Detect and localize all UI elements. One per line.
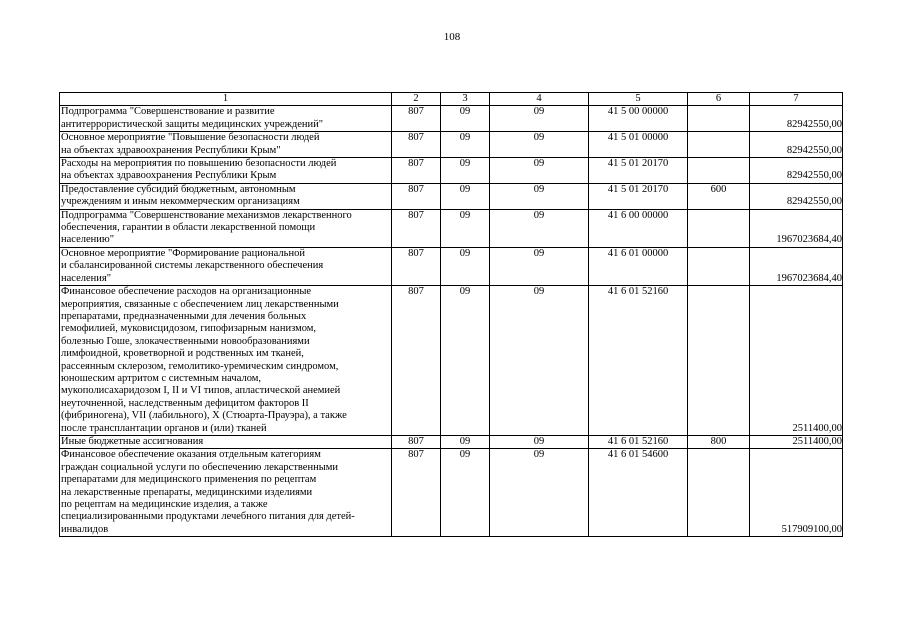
column-header: 6	[688, 93, 750, 106]
row-name: Подпрограмма "Совершенствование и развитие антитеррористической защиты медицинских учреждений"	[60, 106, 392, 132]
subsection-code-cell: 09	[490, 158, 589, 184]
expense-type-cell: 600	[688, 183, 750, 209]
section-code-cell: 09	[441, 132, 490, 158]
table-row	[60, 158, 843, 184]
amount-cell: 82942550,00	[750, 183, 843, 209]
admin-code-cell: 807	[392, 132, 441, 158]
table-row	[60, 183, 843, 209]
admin-code-cell: 807	[392, 286, 441, 436]
row-name: Финансовое обеспечение расходов на организационные мероприятия, связанные с обеспечением лиц лекарственными препаратами, предназначенными для лечения больных гемофилией, муковисцидозом, гипофизарным нанизмом, болезнью Гоше, злокачественными новообразованиями лимфоидной, кроветворной и родственных им тканей, рассеянным склерозом, гемолитико-уремическим синдромом, юношеским артритом с системным началом, мукополисахаридозом I, II и VI типов, апластической анемией неуточненной, наследственным дефицитом факторов II (фибриногена), VII (лабильного), X (Стюарта-Прауэра), а также после трансплантации органов и (или) тканей	[60, 286, 392, 436]
target-article-cell: 41 5 01 00000	[589, 132, 688, 158]
target-article-cell: 41 5 01 20170	[589, 158, 688, 184]
section-code-cell: 09	[441, 449, 490, 537]
section-code-cell: 09	[441, 247, 490, 285]
admin-code-cell: 807	[392, 106, 441, 132]
amount-cell: 2511400,00	[750, 435, 843, 448]
amount-cell: 517909100,00	[750, 449, 843, 537]
admin-code-cell: 807	[392, 435, 441, 448]
subsection-code-cell: 09	[490, 209, 589, 247]
amount-cell: 82942550,00	[750, 106, 843, 132]
target-article-cell: 41 6 00 00000	[589, 209, 688, 247]
subsection-code-cell: 09	[490, 132, 589, 158]
table-row	[60, 286, 843, 436]
amount-cell: 2511400,00	[750, 286, 843, 436]
target-article-cell: 41 5 01 20170	[589, 183, 688, 209]
expense-type-cell	[688, 158, 750, 184]
column-header: 2	[392, 93, 441, 106]
column-header: 1	[60, 93, 392, 106]
subsection-code-cell: 09	[490, 435, 589, 448]
amount-cell: 82942550,00	[750, 158, 843, 184]
row-name: Подпрограмма "Совершенствование механизмов лекарственного обеспечения, гарантии в области лекарственной помощи населению"	[60, 209, 392, 247]
expense-type-cell	[688, 106, 750, 132]
expense-type-cell	[688, 209, 750, 247]
row-name: Финансовое обеспечение оказания отдельным категориям граждан социальной услуги по обеспечению лекарственными препаратами для медицинского применения по рецептам на лекарственные препараты, медицинскими изделиями по рецептам на медицинские изделия, а также специализированными продуктами лечебного питания для детей- инвалидов	[60, 449, 392, 537]
column-number-row	[60, 93, 843, 106]
target-article-cell: 41 6 01 54600	[589, 449, 688, 537]
expense-type-cell	[688, 247, 750, 285]
row-name: Предоставление субсидий бюджетным, автономным учреждениям и иным некоммерческим организациям	[60, 183, 392, 209]
table-row	[60, 247, 843, 285]
amount-cell: 1967023684,40	[750, 247, 843, 285]
admin-code-cell: 807	[392, 247, 441, 285]
column-header: 3	[441, 93, 490, 106]
column-header: 5	[589, 93, 688, 106]
table-row	[60, 209, 843, 247]
column-header: 4	[490, 93, 589, 106]
budget-table	[59, 92, 843, 537]
section-code-cell: 09	[441, 106, 490, 132]
target-article-cell: 41 6 01 52160	[589, 286, 688, 436]
target-article-cell: 41 5 00 00000	[589, 106, 688, 132]
expense-type-cell	[688, 132, 750, 158]
target-article-cell: 41 6 01 00000	[589, 247, 688, 285]
section-code-cell: 09	[441, 158, 490, 184]
page-number: 108	[443, 31, 461, 43]
row-name: Иные бюджетные ассигнования	[60, 435, 392, 448]
expense-type-cell	[688, 449, 750, 537]
expense-type-cell	[688, 286, 750, 436]
subsection-code-cell: 09	[490, 106, 589, 132]
section-code-cell: 09	[441, 435, 490, 448]
row-name: Основное мероприятие "Формирование рациональной и сбалансированной системы лекарственного обеспечения населения"	[60, 247, 392, 285]
subsection-code-cell: 09	[490, 183, 589, 209]
subsection-code-cell: 09	[490, 449, 589, 537]
admin-code-cell: 807	[392, 449, 441, 537]
admin-code-cell: 807	[392, 183, 441, 209]
section-code-cell: 09	[441, 183, 490, 209]
row-name: Основное мероприятие "Повышение безопасности людей на объектах здравоохранения Республики Крым"	[60, 132, 392, 158]
amount-cell: 82942550,00	[750, 132, 843, 158]
table-row	[60, 132, 843, 158]
subsection-code-cell: 09	[490, 286, 589, 436]
table-row	[60, 435, 843, 448]
expense-type-cell: 800	[688, 435, 750, 448]
subsection-code-cell: 09	[490, 247, 589, 285]
section-code-cell: 09	[441, 286, 490, 436]
table-row	[60, 449, 843, 537]
admin-code-cell: 807	[392, 209, 441, 247]
target-article-cell: 41 6 01 52160	[589, 435, 688, 448]
column-header: 7	[750, 93, 843, 106]
table-row	[60, 106, 843, 132]
section-code-cell: 09	[441, 209, 490, 247]
row-name: Расходы на мероприятия по повышению безопасности людей на объектах здравоохранения Республики Крым	[60, 158, 392, 184]
admin-code-cell: 807	[392, 158, 441, 184]
amount-cell: 1967023684,40	[750, 209, 843, 247]
